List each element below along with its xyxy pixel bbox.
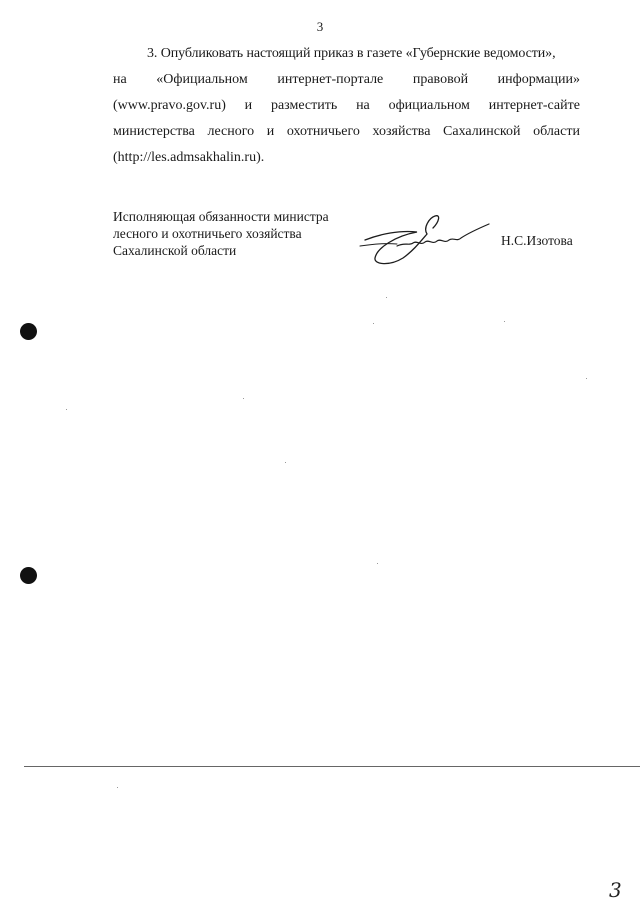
scan-speck — [243, 398, 244, 399]
word: правовой — [412, 72, 469, 87]
signatory-name: Н.С.Изотова — [501, 233, 573, 248]
word: министерства — [113, 124, 195, 139]
signatory-position — [113, 208, 329, 259]
word: лесного — [207, 124, 255, 139]
scan-speck — [377, 563, 378, 564]
clause-3-paragraph — [113, 41, 580, 171]
word: Сахалинской — [443, 124, 521, 139]
clause-line-3 — [113, 93, 580, 119]
handwritten-page-number: 3 — [609, 878, 622, 902]
punch-hole — [20, 567, 37, 584]
scan-speck — [285, 462, 286, 463]
page-number: 3 — [316, 19, 324, 34]
word: «Официальном — [156, 72, 248, 87]
word: (www.pravo.gov.ru) — [113, 98, 226, 113]
clause-line-4 — [113, 119, 580, 145]
clause-line-2 — [113, 67, 580, 93]
word: интернет-портале — [277, 72, 384, 87]
word: интернет-сайте — [488, 98, 580, 113]
scan-speck — [386, 297, 387, 298]
clause-line-5: (http://les.admsakhalin.ru). — [113, 150, 265, 165]
word: охотничьего — [286, 124, 360, 139]
clause-line-1: 3. Опубликовать настоящий приказ в газете «Губернские ведомости», — [147, 46, 556, 61]
scan-speck — [586, 378, 587, 379]
scan-speck — [373, 323, 374, 324]
signatory-position-line: лесного и охотничьего хозяйства — [113, 226, 302, 241]
punch-hole — [20, 323, 37, 340]
scan-fold-line — [24, 766, 640, 767]
handwritten-signature — [355, 208, 495, 268]
word: на — [113, 72, 127, 87]
signatory-position-line: Исполняющая обязанности министра — [113, 209, 329, 224]
word: на — [356, 98, 370, 113]
word: информации» — [497, 72, 580, 87]
word: официальном — [388, 98, 470, 113]
scan-speck — [504, 321, 505, 322]
word: хозяйства — [372, 124, 431, 139]
word: и — [266, 124, 275, 139]
word: разместить — [270, 98, 338, 113]
scan-speck — [66, 409, 67, 410]
scan-speck — [117, 787, 118, 788]
word: области — [533, 124, 580, 139]
signatory-position-line: Сахалинской области — [113, 243, 237, 258]
word: и — [244, 98, 253, 113]
